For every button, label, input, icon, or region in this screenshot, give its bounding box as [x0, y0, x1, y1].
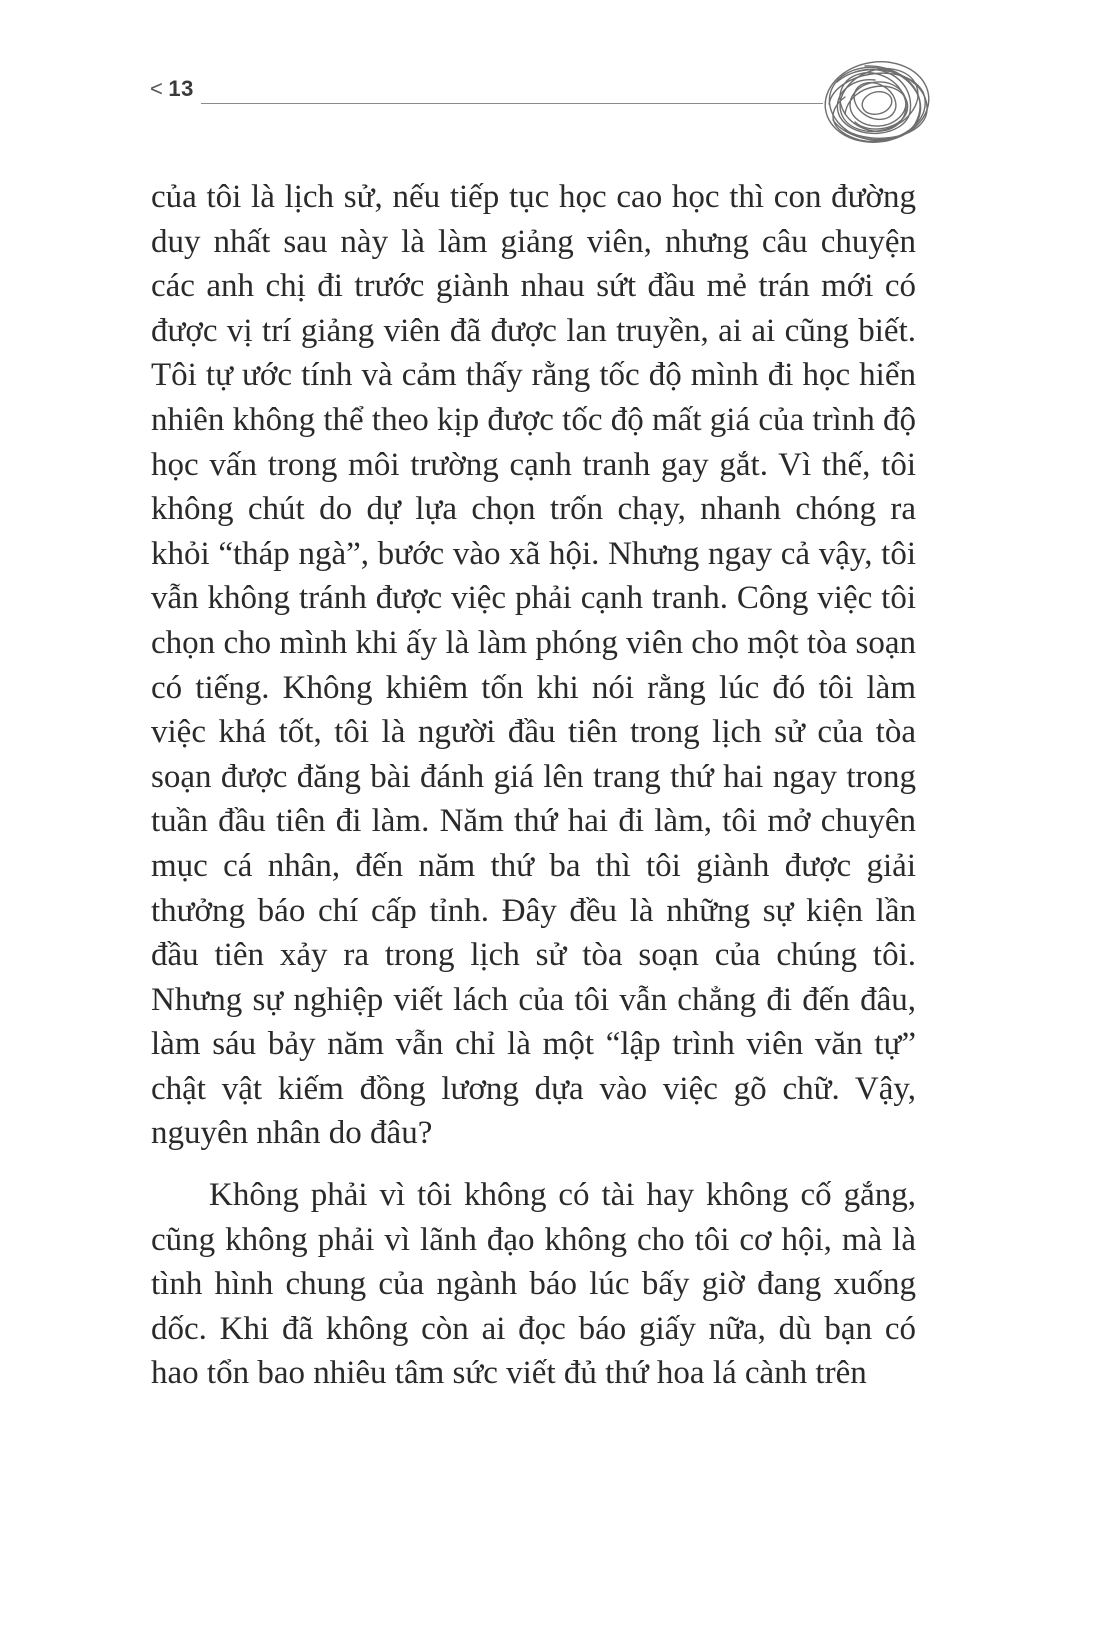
scribble-icon — [815, 52, 940, 152]
page-number-value: 13 — [168, 76, 194, 101]
paragraph-1: của tôi là lịch sử, nếu tiếp tục học cao học thì con đường duy nhất sau này là làm giảng viên, nhưng câu chuyện các anh chị đi trước giành nhau sứt đầu mẻ trán mới có được vị trí giảng viên đã được lan truyền, ai ai cũng biết. Tôi tự ước tính và cảm thấy rằng tốc độ mình đi học hiển nhiên không thể theo kịp được tốc độ mất giá của trình độ học vấn trong môi trường cạnh tranh gay gắt. Vì thế, tôi không chút do dự lựa chọn trốn chạy, nhanh chóng ra khỏi “tháp ngà”, bước vào xã hội. Nhưng ngay cả vậy, tôi vẫn không tránh được việc phải cạnh tranh. Công việc tôi chọn cho mình khi ấy là làm phóng viên cho một tòa soạn có tiếng. Không khiêm tốn khi nói rằng lúc đó tôi làm việc khá tốt, tôi là người đầu tiên trong lịch sử của tòa soạn được đăng bài đánh giá lên trang thứ hai ngay trong tuần đầu tiên đi làm. Năm thứ hai đi làm, tôi mở chuyên mục cá nhân, đến năm thứ ba thì tôi giành được giải thưởng báo chí cấp tỉnh. Đây đều là những sự kiện lần đầu tiên xảy ra trong lịch sử tòa soạn của chúng tôi. Nhưng sự nghiệp viết lách của tôi vẫn chẳng đi đến đâu, làm sáu bảy năm vẫn chỉ là một “lập trình viên văn tự” chật vật kiếm đồng lương dựa vào việc gõ chữ. Vậy, nguyên nhân do đâu? — [151, 179, 916, 1152]
body-text — [151, 175, 916, 1396]
paragraph-2: Không phải vì tôi không có tài hay không cố gắng, cũng không phải vì lãnh đạo không cho tôi cơ hội, mà là tình hình chung của ngành báo lúc bấy giờ đang xuống dốc. Khi đã không còn ai đọc báo giấy nữa, dù bạn có hao tổn bao nhiêu tâm sức viết đủ thứ hoa lá cành trên — [151, 1177, 916, 1392]
page-number — [150, 76, 194, 102]
page-header — [0, 0, 1119, 160]
prev-marker: < — [150, 76, 164, 101]
header-rule — [201, 103, 823, 104]
